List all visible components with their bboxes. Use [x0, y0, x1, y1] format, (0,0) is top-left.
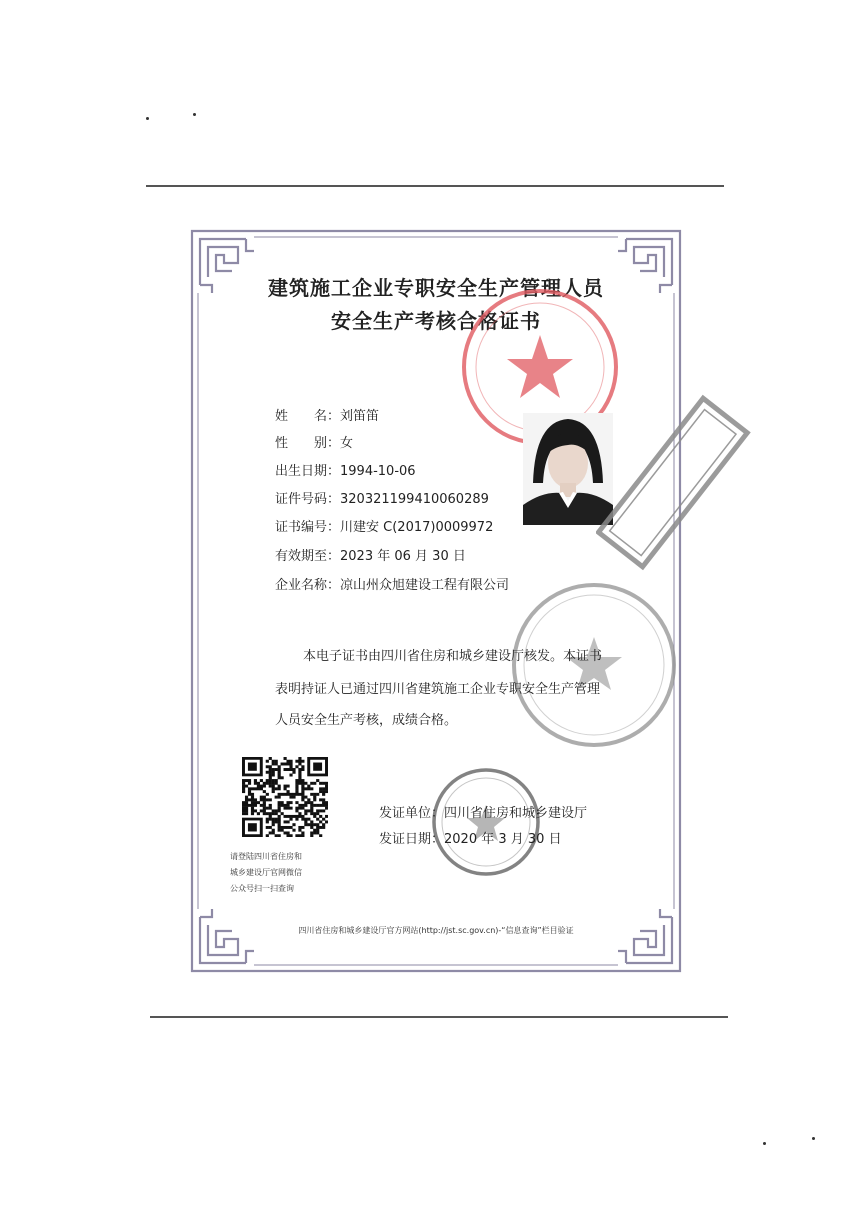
field-gender — [275, 432, 353, 451]
qr-caption-line: 城乡建设厅官网微信 — [230, 868, 302, 877]
field-birth-date — [275, 460, 416, 479]
issue-date-label: 发证日期： — [379, 832, 445, 847]
field-value: 1994-10-06 — [340, 464, 416, 479]
certificate-title-line1: 建筑施工企业专职安全生产管理人员 — [268, 276, 604, 300]
issuer-label: 发证单位： — [379, 806, 445, 821]
statement-line: 人员安全生产考核，成绩合格。 — [275, 713, 458, 728]
gray-rectangular-stamp — [596, 390, 756, 580]
field-value: 320321199410060289 — [340, 492, 489, 507]
qr-finder-square — [313, 763, 322, 771]
field-value: 凉山州众旭建设工程有限公司 — [340, 578, 510, 593]
issuer-line — [379, 802, 587, 821]
certificate-title-line2: 安全生产考核合格证书 — [331, 309, 541, 333]
qr-caption-line: 请登陆四川省住房和 — [230, 852, 302, 861]
field-value: 2023 年 06 月 30 日 — [340, 549, 466, 564]
scan-speck — [146, 117, 149, 120]
field-name — [275, 405, 379, 424]
field-value: 川建安 C(2017)0009972 — [340, 520, 494, 535]
field-label: 姓 名： — [275, 409, 341, 424]
field-label: 性 别： — [275, 436, 341, 451]
field-company — [275, 574, 509, 593]
field-label: 有效期至： — [275, 549, 341, 564]
verification-footer: 四川省住房和城乡建设厅官方网站(http://jst.sc.gov.cn)-“信息查询”栏目验证 — [298, 926, 574, 935]
field-label: 证书编号： — [275, 520, 341, 535]
company-round-seal — [504, 575, 684, 755]
statement-line: 本电子证书由四川省住房和城乡建设厅核发。本证书 — [303, 649, 603, 664]
issue-date-value: 2020 年 3 月 30 日 — [444, 832, 562, 847]
qr-finder-square — [248, 763, 257, 771]
field-value: 女 — [340, 436, 354, 451]
field-label: 企业名称： — [275, 578, 341, 593]
field-id-number — [275, 488, 489, 507]
certificate — [186, 225, 686, 977]
scan-speck — [812, 1137, 815, 1140]
statement-line: 表明持证人已通过四川省建筑施工企业专职安全生产管理 — [275, 682, 601, 697]
field-label: 出生日期： — [275, 464, 341, 479]
scan-speck — [763, 1142, 766, 1145]
scan-speck — [193, 113, 196, 116]
issue-date-line — [379, 828, 562, 847]
qr-code — [242, 757, 328, 837]
qr-caption-line: 公众号扫一扫查询 — [230, 884, 294, 893]
issuing-authority-seal — [429, 765, 544, 880]
field-value: 刘笛笛 — [340, 409, 380, 424]
field-label: 证件号码： — [275, 492, 341, 507]
top-rule — [146, 185, 724, 187]
bottom-rule — [150, 1016, 728, 1018]
field-certificate-number — [275, 516, 493, 535]
qr-finder-square — [248, 823, 257, 831]
field-valid-until — [275, 545, 466, 564]
issuer-value: 四川省住房和城乡建设厅 — [444, 806, 588, 821]
